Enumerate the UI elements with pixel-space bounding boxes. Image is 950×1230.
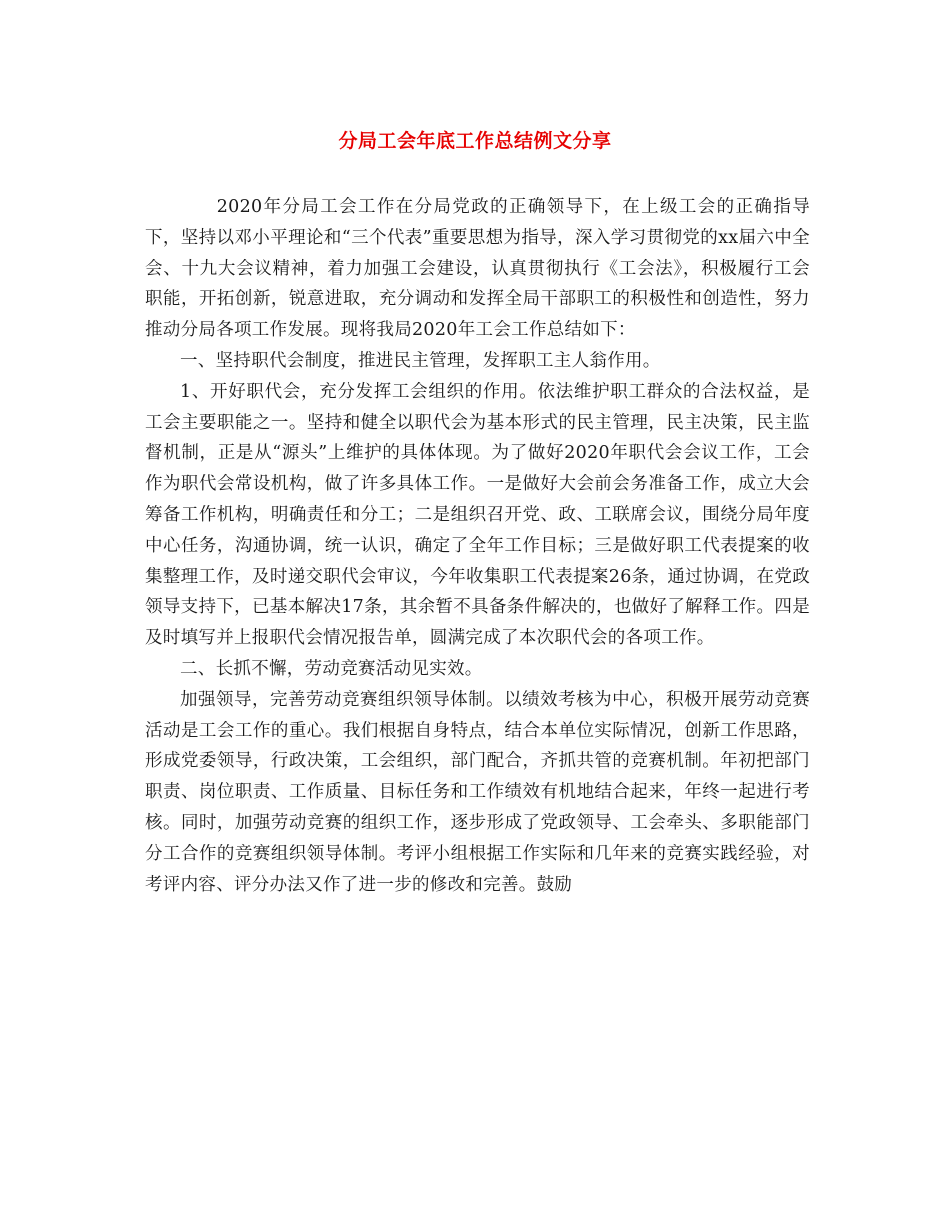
paragraph-intro: 2020年分局工会工作在分局党政的正确领导下，在上级工会的正确指导下，坚持以邓小平理论和“三个代表”重要思想为指导，深入学习贯彻党的xx届六中全会、十九大会议精神，着力加强工会建设，认真贯彻执行《工会法》，积极履行工会职能，开拓创新，锐意进取，充分调动和发挥全局干部职工的积极性和创造性，努力推动分局各项工作发展。现将我局2020年工会工作总结如下：: [145, 197, 810, 341]
section-heading-1: 一、坚持职代会制度，推进民主管理，发挥职工主人翁作用。: [180, 350, 661, 371]
paragraph-competition: 加强领导，完善劳动竞赛组织领导体制。以绩效考核为中心，积极开展劳动竞赛活动是工会工作的重心。我们根据自身特点，结合本单位实际情况，创新工作思路，形成党委领导，行政决策，工会组织，部门配合，齐抓共管的竞赛机制。年初把部门职责、岗位职责、工作质量、目标任务和工作绩效有机地结合起来，年终一起进行考核。同时，加强劳动竞赛的组织工作，逐步形成了党政领导、工会牵头、多职能部门分工合作的竞赛组织领导体制。考评小组根据工作实际和几年来的竞赛实践经验，对考评内容、评分办法又作了进一步的修改和完善。鼓励: [145, 689, 810, 895]
document-body: [145, 192, 810, 900]
document-title: 分局工会年底工作总结例文分享: [338, 130, 612, 152]
paragraph-congress: 1、开好职代会，充分发挥工会组织的作用。依法维护职工群众的合法权益，是工会主要职能之一。坚持和健全以职代会为基本形式的民主管理，民主决策，民主监督机制，正是从“源头”上维护的具体体现。为了做好2020年职代会会议工作，工会作为职代会常设机构，做了许多具体工作。一是做好大会前会务准备工作，成立大会筹备工作机构，明确责任和分工；二是组织召开党、政、工联席会议，围绕分局年度中心任务，沟通协调，统一认识，确定了全年工作目标；三是做好职工代表提案的收集整理工作，及时递交职代会审议，今年收集职工代表提案26条，通过协调，在党政领导支持下，已基本解决17条，其余暂不具备条件解决的，也做好了解释工作。四是及时填写并上报职代会情况报告单，圆满完成了本次职代会的各项工作。: [145, 381, 810, 649]
section-heading-2: 二、长抓不懈，劳动竞赛活动见实效。: [180, 658, 483, 679]
